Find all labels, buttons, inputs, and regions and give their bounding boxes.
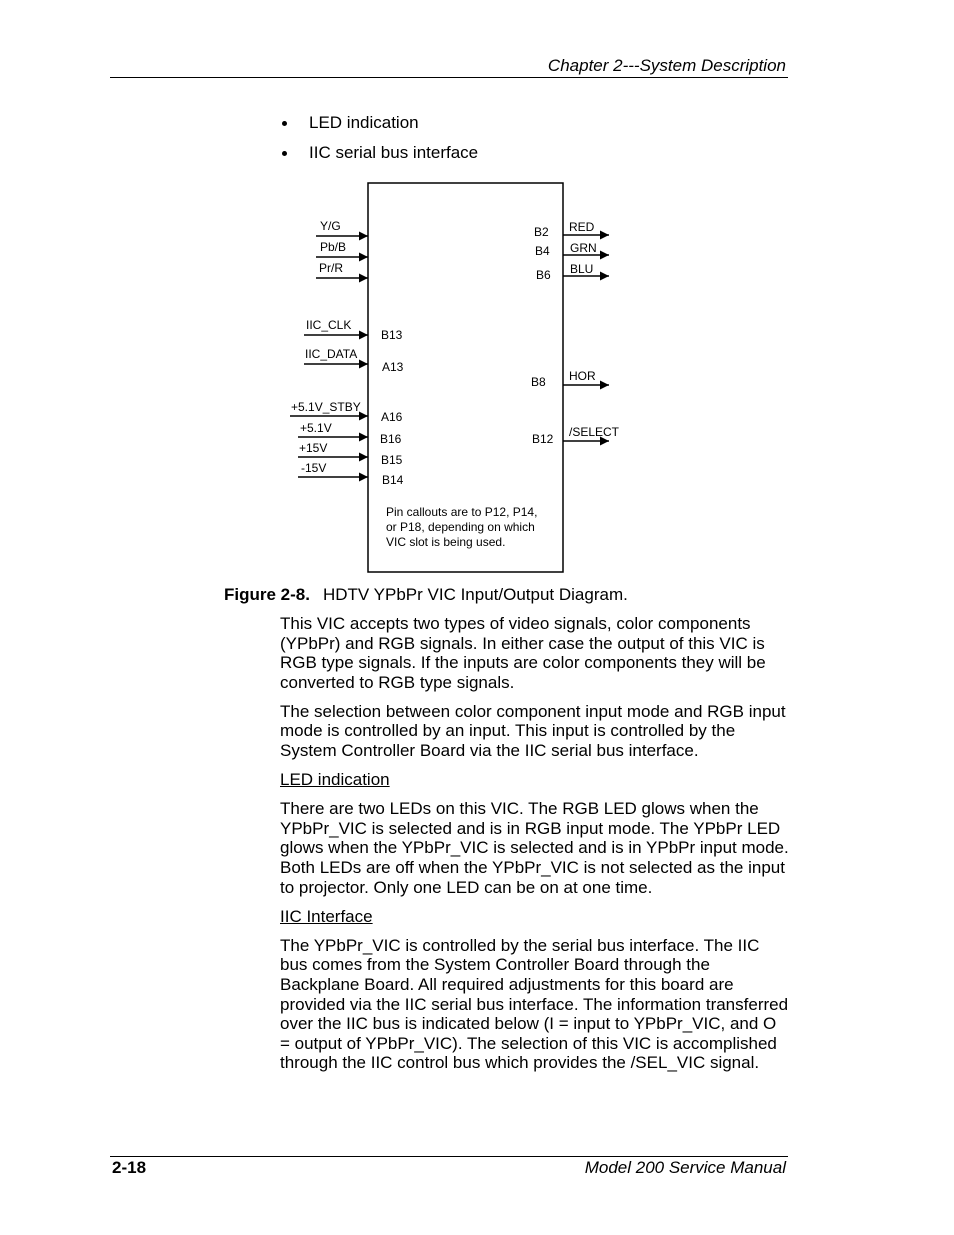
section-heading-led: LED indication [280,770,390,790]
figure-caption [224,585,628,605]
pin-label-b16: B16 [380,432,402,446]
figure-number: Figure 2-8. [224,585,310,604]
pin-label-b15: B15 [381,453,403,467]
signal-label-hor: HOR [569,369,596,383]
pin-label-b2: B2 [534,225,549,239]
bullet-item-led: LED indication [280,112,478,142]
pin-label-b8: B8 [531,375,546,389]
signal-label-prr: Pr/R [319,261,343,275]
signal-label-red: RED [569,220,595,234]
signal-label-blu: BLU [570,262,594,276]
body-text [280,614,790,1082]
paragraph: This VIC accepts two types of video signals, color components (YPbPr) and RGB signals. In either case the output of this VIC is RGB type signals. If the inputs are color components they will be converted to RGB type signals. [280,614,766,692]
chapter-header: Chapter 2---System Description [547,56,786,75]
pin-label-b13: B13 [381,328,403,342]
diagram-note-line: Pin callouts are to P12, P14, [386,505,538,519]
bullet-item-iic: IIC serial bus interface [280,142,478,172]
pin-label-b6: B6 [536,268,551,282]
vic-io-diagram [0,0,954,600]
signal-label-5v1-stby: +5.1V_STBY [291,400,361,414]
pin-label-b14: B14 [382,473,404,487]
signal-label-iic-clk: IIC_CLK [306,318,352,332]
paragraph: The YPbPr_VIC is controlled by the serial bus interface. The IIC bus comes from the System Controller Board through the Backplane Board. All required adjustments for this board are provided via the IIC serial bus interface. The information transferred over the IIC bus is indicated below (I = input to YPbPr_VIC, and O = output of YPbPr_VIC). The selection of this VIC is accomplished through the IIC control bus which provides the /SEL_VIC signal. [280,935,789,1073]
diagram-note-line: VIC slot is being used. [386,535,506,549]
signal-label-select: /SELECT [569,425,620,439]
pin-label-b12: B12 [532,432,554,446]
section-heading-iic: IIC Interface [280,906,373,926]
signal-label-pbb: Pb/B [320,240,347,254]
pin-label-a16: A16 [381,410,403,424]
manual-title: Model 200 Service Manual [584,1158,786,1177]
signal-label-yg: Y/G [320,219,341,233]
page-number: 2-18 [112,1158,147,1177]
pin-label-a13: A13 [382,360,404,374]
signal-label-grn: GRN [570,241,597,255]
paragraph: The selection between color component input mode and RGB input mode is controlled by an input. This input is controlled by the System Controller Board via the IIC serial bus interface. [280,701,786,761]
signal-label-neg15v: -15V [301,461,327,475]
figure-title: HDTV YPbPr VIC Input/Output Diagram. [322,585,628,604]
paragraph: There are two LEDs on this VIC. The RGB LED glows when the YPbPr_VIC is selected and is in RGB input mode. The YPbPr LED glows when the YPbPr_VIC is selected and is in YPbPr input mode. Both LEDs are off when the YPbPr_VIC is not selected as the input to projector. Only one LED can be on at one time. [280,799,789,897]
signal-label-iic-data: IIC_DATA [305,347,358,361]
diagram-note-line: or P18, depending on which [386,520,535,534]
pin-label-b4: B4 [535,244,550,258]
signal-label-5v1: +5.1V [300,421,332,435]
footer-rule [110,1156,788,1157]
signal-label-15v: +15V [299,441,328,455]
